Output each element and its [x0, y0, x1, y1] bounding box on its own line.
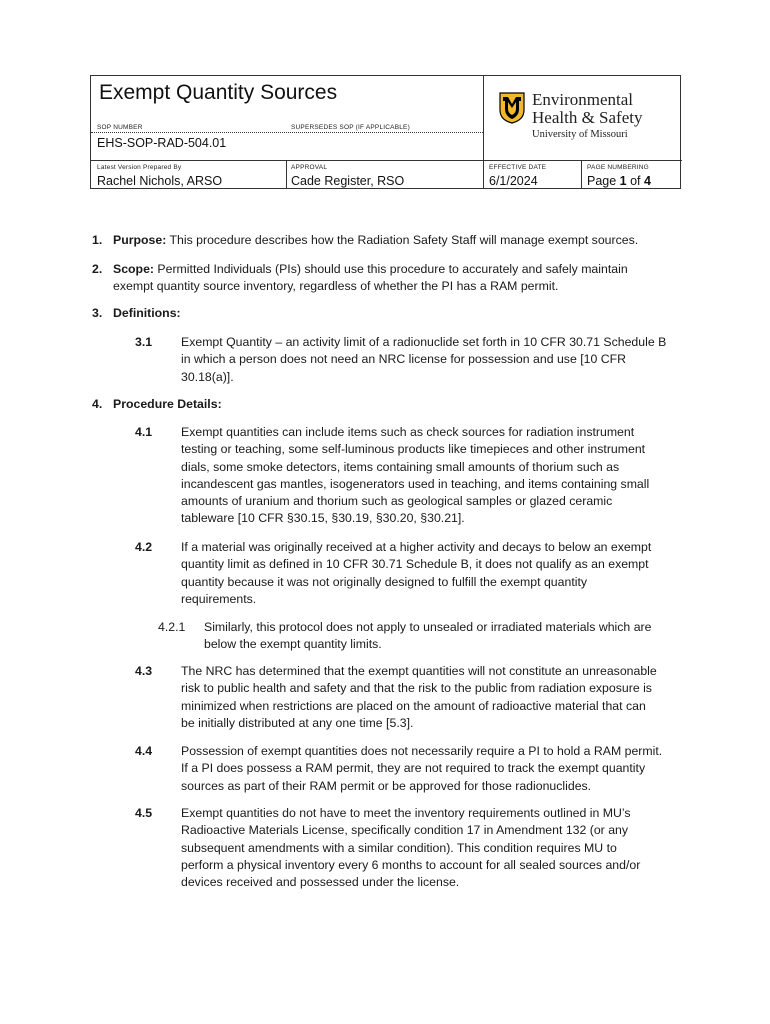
section-text: exempt quantity source inventory, regardless of whether the PI has a RAM permit. [113, 279, 559, 293]
text-line: requirements. [181, 591, 257, 606]
section-number: 2. [92, 262, 103, 276]
section-text: Permitted Individuals (PIs) should use this procedure to accurately and safely maintain [154, 262, 628, 276]
text-line: devices received and possessed under the license. [181, 875, 460, 890]
effective-date: 6/1/2024 [489, 174, 538, 188]
item-number: 4.5 [135, 806, 153, 820]
procedure-4-3 [181, 663, 657, 732]
text-line: If a PI does possess a RAM permit, they are not required to track the exempt quantity [181, 761, 646, 776]
text-line: quantity limit as defined in 10 CFR 30.71 Schedule B, it does not qualify as an exempt [181, 557, 649, 572]
text-line: risk to public health and safety and that the risk to the public from radiation exposure is [181, 681, 652, 696]
text-line: Exempt quantities do not have to meet the inventory requirements outlined in MU’s [181, 806, 631, 820]
divider [483, 76, 484, 188]
section-heading: Definitions: [113, 306, 181, 320]
sop-header-table [90, 75, 681, 189]
prepared-by-label: Latest Version Prepared By [97, 164, 182, 171]
document-title: Exempt Quantity Sources [99, 81, 338, 104]
page-numbering-label: PAGE NUMBERING [587, 164, 649, 171]
text-line: minimized when restrictions are placed on the amount of radioactive material that can [181, 698, 646, 713]
item-number: 4.3 [135, 664, 153, 678]
procedure-4-2 [181, 539, 651, 608]
item-number: 3.1 [135, 335, 153, 349]
section-heading: Scope: [113, 262, 154, 276]
page-current: 1 [619, 174, 627, 188]
section-purpose [113, 232, 638, 250]
text-line: perform a physical inventory every 6 months to account for all sealed sources and/or [181, 857, 641, 872]
logo-line2: Health & Safety [532, 108, 643, 127]
logo-line1: Environmental [532, 90, 634, 109]
divider [91, 160, 483, 161]
text-line: quantity because it was not originally designed to fulfill the exempt quantity [181, 574, 588, 589]
text-line: amounts of uranium and thorium such as geological samples or glazed ceramic [181, 494, 613, 509]
section-number: 1. [92, 233, 103, 247]
text-line: below the exempt quantity limits. [204, 637, 382, 652]
text-line: dials, some smoke detectors, items containing small amounts of thorium such as [181, 459, 620, 474]
ehs-logo [499, 90, 675, 150]
text-line: be initially distributed at any one time [5.3]. [181, 715, 414, 730]
text-line: 30.18(a)]. [181, 369, 234, 384]
text-line: The NRC has determined that the exempt quantities will not constitute an unreasonable [181, 664, 657, 678]
divider [483, 160, 682, 161]
text-line: Similarly, this protocol does not apply to unsealed or irradiated materials which are [204, 620, 652, 634]
sop-number: EHS-SOP-RAD-504.01 [97, 136, 227, 150]
text-line: testing or teaching, some self-luminous products like timepieces and other instrument [181, 442, 646, 457]
divider [286, 160, 287, 188]
mizzou-shield-icon [499, 92, 525, 124]
prepared-by: Rachel Nichols, ARSO [97, 174, 223, 188]
section-text: This procedure describes how the Radiation Safety Staff will manage exempt sources. [166, 233, 639, 247]
approval-value: Cade Register, RSO [291, 174, 405, 188]
text-line: Exempt Quantity – an activity limit of a radionuclide set forth in 10 CFR 30.71 Schedule B [181, 335, 667, 349]
logo-line3: University of Missouri [532, 129, 628, 140]
sop-number-label: SOP NUMBER [97, 124, 143, 131]
text-line: tableware [10 CFR §30.15, §30.19, §30.20, §30.21]. [181, 511, 465, 526]
text-line: Radioactive Materials License, specifically condition 17 in Amendment 132 (or any [181, 823, 629, 838]
page-numbering [587, 174, 651, 188]
text-line: subsequent amendments with a similar condition). This condition requires MU to [181, 840, 617, 855]
text-line: Exempt quantities can include items such as check sources for radiation instrument [181, 425, 635, 439]
procedure-4-1 [181, 424, 649, 528]
procedure-4-2-1 [204, 619, 651, 654]
text-line: incandescent gas mantles, isogenerators used in teaching, and items containing small [181, 476, 650, 491]
item-number: 4.4 [135, 744, 153, 758]
text-line: Possession of exempt quantities does not necessarily require a PI to hold a RAM permit. [181, 744, 663, 758]
item-number: 4.2.1 [158, 620, 186, 634]
page-prefix: Page [587, 174, 620, 188]
approval-label: APPROVAL [291, 164, 328, 171]
section-definitions [113, 305, 181, 323]
section-number: 4. [92, 397, 103, 411]
section-scope [113, 261, 628, 279]
procedure-4-4 [181, 743, 662, 795]
text-line: sources as part of their RAM permit or be approved for those radionuclides. [181, 778, 592, 793]
divider [581, 160, 582, 188]
page-total: 4 [644, 174, 651, 188]
section-heading: Procedure Details: [113, 397, 222, 411]
page-of: of [626, 174, 644, 188]
item-number: 4.1 [135, 425, 153, 439]
text-line: in which a person does not need an NRC license for possession and use [10 CFR [181, 352, 626, 367]
supersedes-label: SUPERSEDES SOP (IF APPLICABLE) [291, 124, 410, 131]
section-procedure [113, 396, 222, 414]
effective-date-label: EFFECTIVE DATE [489, 164, 547, 171]
procedure-4-5 [181, 805, 640, 891]
section-number: 3. [92, 306, 103, 320]
item-number: 4.2 [135, 540, 153, 554]
text-line: If a material was originally received at a higher activity and decays to below an exempt [181, 540, 652, 554]
divider [91, 132, 483, 133]
definition-3-1 [181, 334, 666, 386]
section-heading: Purpose: [113, 233, 167, 247]
